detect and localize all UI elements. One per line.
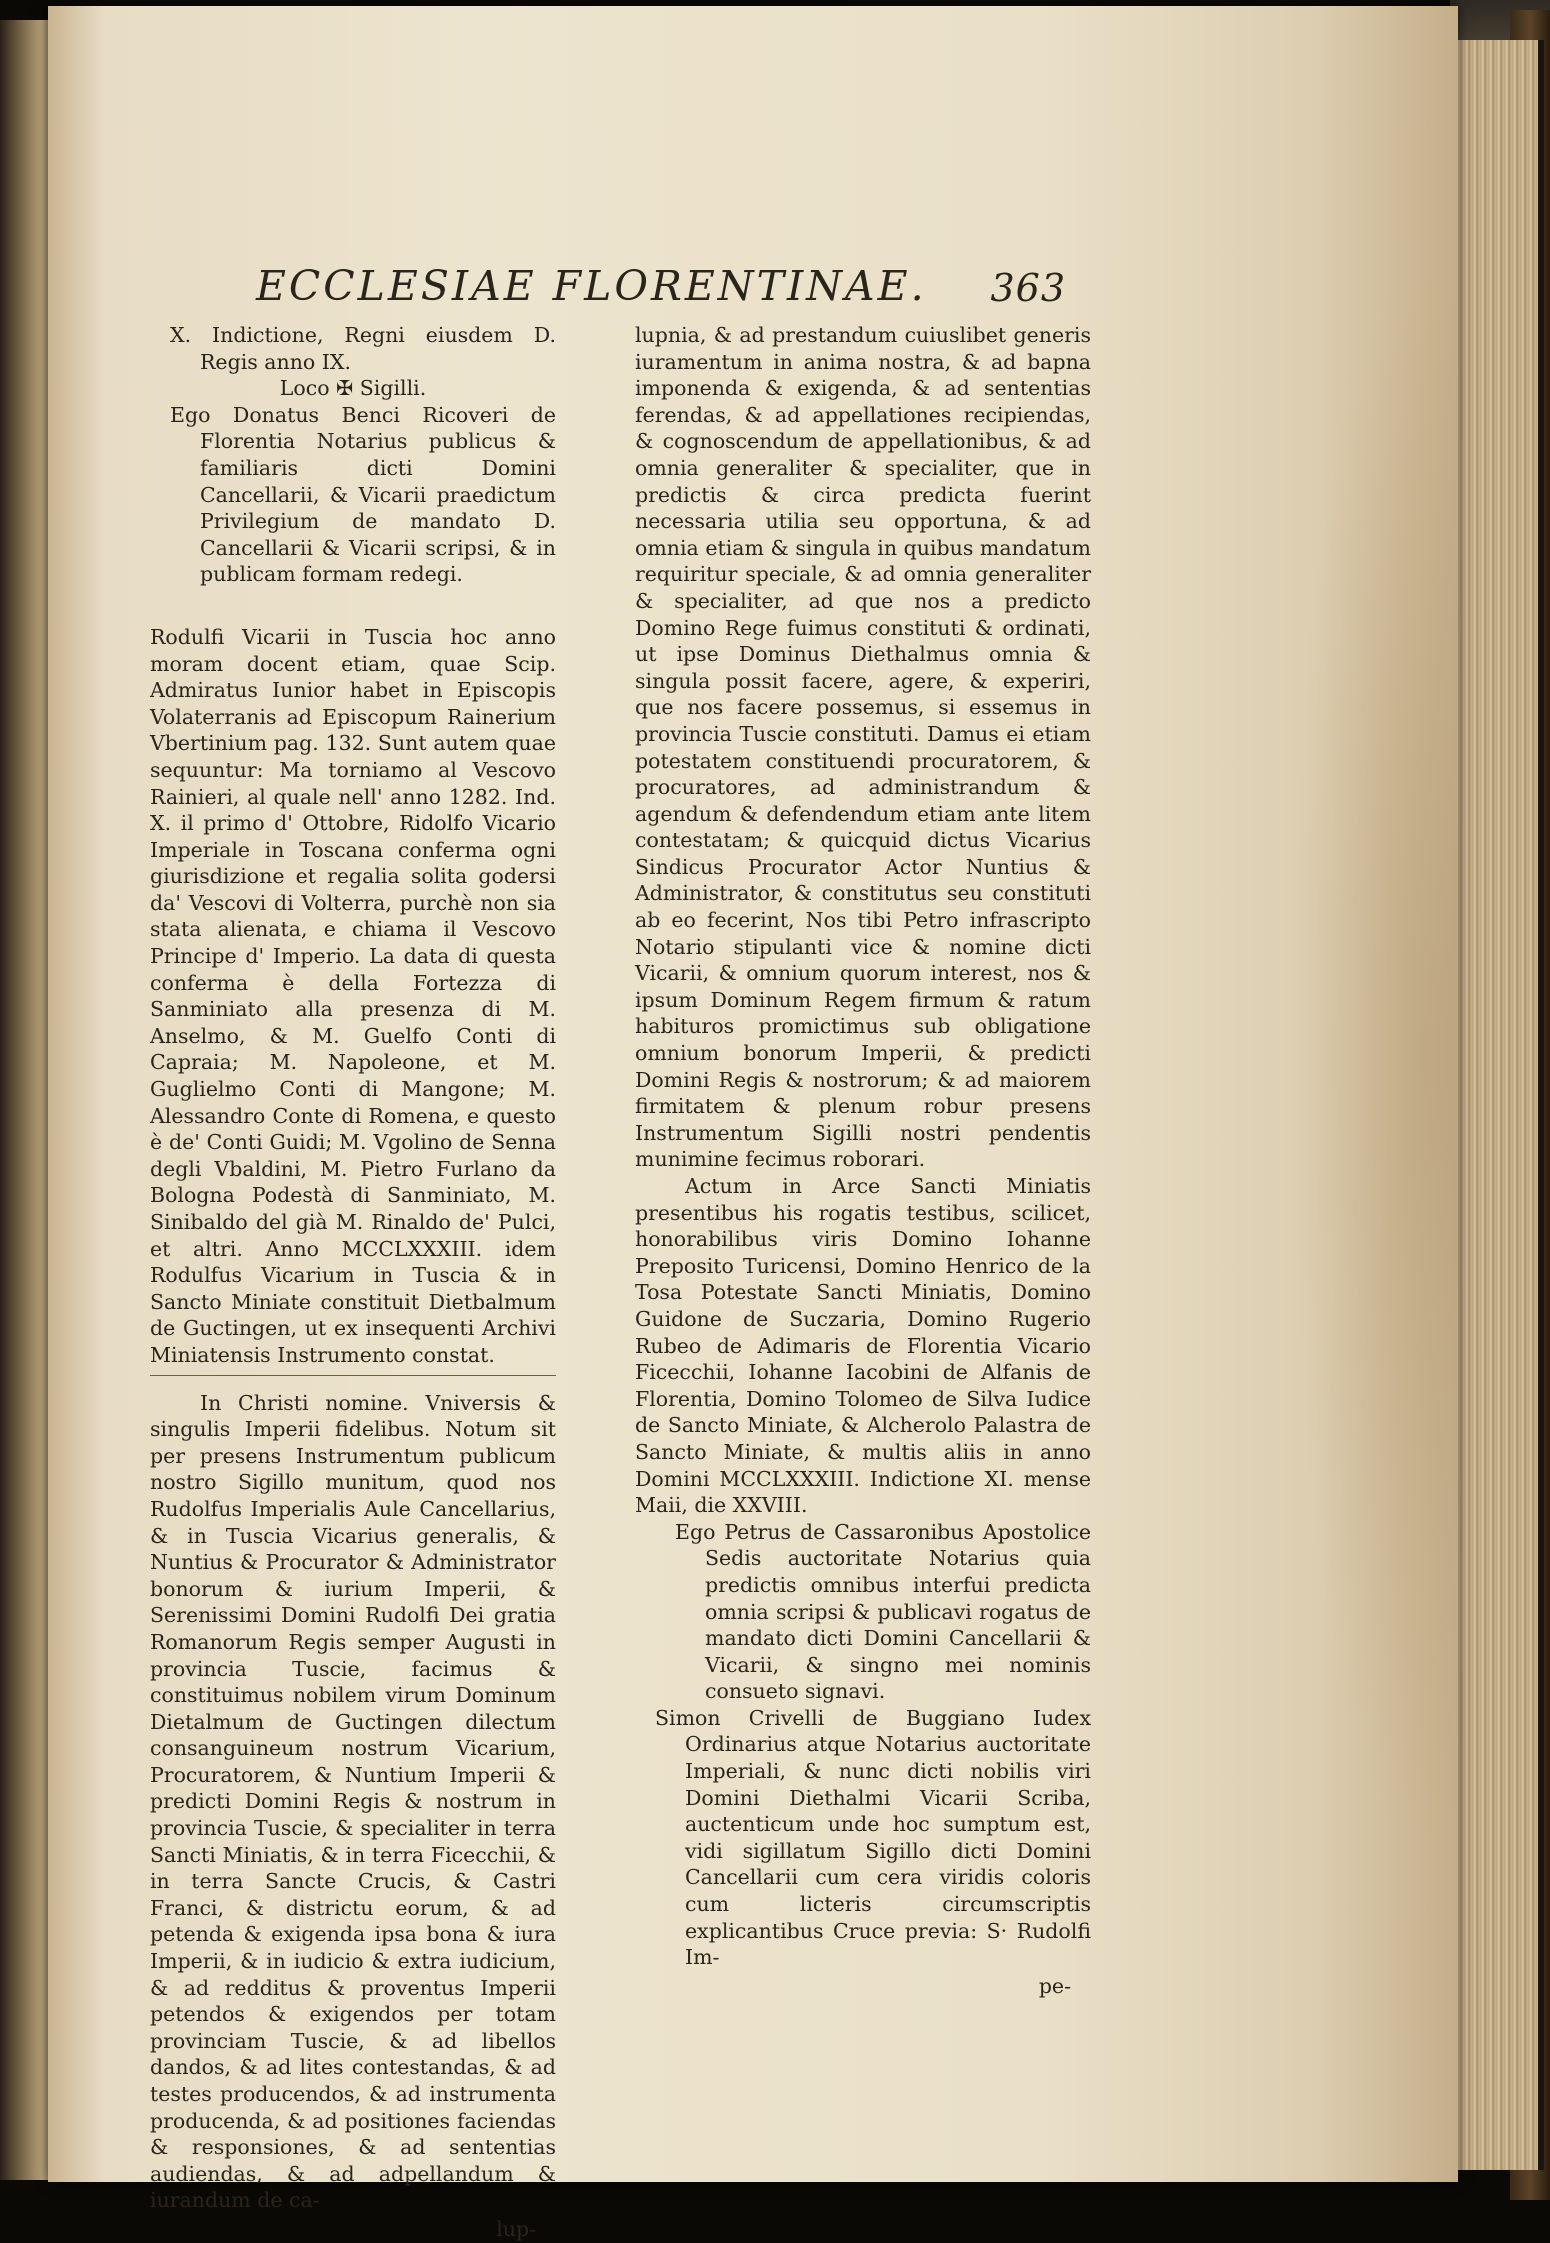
paragraph-spacer — [150, 588, 556, 624]
paper-stain — [1288, 256, 1458, 1856]
section-rule — [150, 1375, 556, 1376]
paragraph: X. Indictione, Regni eiusdem D. Regis anno IX. — [170, 323, 556, 374]
left-column — [150, 322, 556, 2243]
catchword: lup- — [496, 2216, 536, 2241]
right-column — [635, 322, 1091, 1999]
paragraph: Loco ✠ Sigilli. — [279, 376, 427, 401]
page-header — [256, 262, 1066, 310]
paragraph: Rodulfi Vicarii in Tuscia hoc anno moram docent etiam, quae Scip. Admiratus Iunior habet in Episcopis Volaterranis ad Episcopum Rainerium Vbertinium pag. 132. Sunt autem quae sequuntur: Ma torniamo al Vescovo Rainieri, al quale nell' anno 1282. Ind. X. il primo d' Ottobre, Ridolfo Vicario Imperiale in Toscana conferma ogni giurisdizione et regalia solita godersi da' Vescovi di Volterra, purchè non sia stata alienata, e chiama il Vescovo Principe d' Imperio. La data di questa conferma è della Fortezza di Sanminiato alla presenza di M. Anselmo, & M. Guelfo Conti di Capraia; M. Napoleone, et M. Guglielmo Conti di Mangone; M. Alessandro Conte di Romena, e questo è de' Conti Guidi; M. Vgolino de Senna degli Vbaldini, M. Pietro Furlano da Bologna Podestà di Sanminiato, M. Sinibaldo del già M. Rinaldo de' Pulci, et altri. Anno MCCLXXXIII. idem Rodulfus Vicarium in Tuscia & in Sancto Miniate constituit Dietbalmum de Guctingen, ut ex insequenti Archivi Miniatensis Instrumento constat. — [150, 624, 556, 1367]
running-title: ECCLESIAE FLORENTINAE. — [256, 262, 927, 310]
page-number: 363 — [990, 266, 1066, 310]
paragraph: Ego Petrus de Cassaronibus Apostolice Sedis auctoritate Notarius quia predictis omnibus interfui predicta omnia scripsi & publicavi rogatus de mandato dicti Domini Cancellarii & Vicarii, & singno mei nominis consueto signavi. — [675, 1519, 1091, 1704]
paragraph: lupnia, & ad prestandum cuiuslibet generis iuramentum in anima nostra, & ad bapna imponenda & exigenda, & ad sententias ferendas, & ad appellationes recipiendas, & cognoscendum de appellationibus, & ad omnia generaliter & specialiter, que in predictis & circa predicta fuerint necessaria utilia seu opportuna, & ad omnia etiam & singula in quibus mandatum requiritur speciale, & ad omnia generaliter & specialiter, ad que nos a predicto Domino Rege fuimus constituti & ordinati, ut ipse Dominus Diethalmus omnia & singula possit facere, agere, & experiri, que nos facere possemus, si essemus in provincia Tuscie constituti. Damus ei etiam potestatem constituendi procuratorem, & procuratores, ad administrandum & agendum & defendendum etiam ante litem contestatam; & quicquid dictus Vicarius Sindicus Procurator Actor Nuntius & Administrator, & constitutus seu constituti ab eo fecerint, Nos tibi Petro infrascripto Notario stipulanti vice & nomine dicti Vicarii, & omnium quorum interest, nos & ipsum Dominum Regem firmum & ratum habituros promictimus sub obligatione omnium bonorum Imperii, & predicti Domini Regis & nostrorum; & ad maiorem firmitatem & plenum robur presens Instrumentum Sigilli nostri pendentis munimine fecimus roborari. — [635, 323, 1091, 1172]
paragraph: Simon Crivelli de Buggiano Iudex Ordinarius atque Notarius auctoritate Imperiali, & nunc dicti nobilis viri Domini Diethalmi Vicarii Scriba, auctenticum unde hoc sumptum est, vidi sigillatum Sigillo dicti Domini Cancellarii cum cera viridis coloris cum licteris circumscriptis explicantibus Cruce previa: S· Rudolfi Im- — [655, 1705, 1091, 1970]
catchword: pe- — [1038, 1973, 1071, 1998]
paragraph: Ego Donatus Benci Ricoveri de Florentia Notarius publicus & familiaris dicti Domini Cancellarii, & Vicarii praedictum Privilegium de mandato D. Cancellarii & Vicarii scripsi, & in publicam formam redegi. — [170, 402, 556, 587]
paragraph: Actum in Arce Sancti Miniatis presentibus his rogatis testibus, scilicet, honorabilibus viris Domino Iohanne Preposito Turicensi, Domino Henrico de la Tosa Potestate Sancti Miniatis, Domino Guidone de Suczaria, Domino Rugerio Rubeo de Adimaris de Florentia Vicario Ficecchii, Iohanne Iacobini de Alfanis de Florentia, Domino Tolomeo de Silva Iudice de Sancto Miniate, & Alcherolo Palastra de Sancto Miniate, & multis aliis in anno Domini MCCLXXXIII. Indictione XI. mense Maii, die XXVIII. — [635, 1174, 1091, 1518]
paragraph: In Christi nomine. Vniversis & singulis Imperii fidelibus. Notum sit per presens Instrumentum publicum nostro Sigillo munitum, quod nos Rudolfus Imperialis Aule Cancellarius, & in Tuscia Vicarius generalis, & Nuntius & Procurator & Administrator bonorum & iurium Imperii, & Serenissimi Domini Rudolfi Dei gratia Romanorum Regis semper Augusti in provincia Tuscie, facimus & constituimus nobilem virum Dominum Dietalmum de Guctingen dilectum consanguineum nostrum Vicarium, Procuratorem, & Nuntium Imperii & predicti Domini Regis & nostrum in provincia Tuscie, & specialiter in terra Sancti Miniatis, & in terra Ficecchii, & in terra Sancte Crucis, & Castri Franci, & districtu eorum, & ad petenda & exigenda ipsa bona & iura Imperii, & in iudicio & extra iudicium, & ad redditus & proventus Imperii petendos & exigendos per totam provinciam Tuscie, & ad libellos dandos, & ad lites contestandas, & ad testes producendos, & ad instrumenta producenda, & ad positiones faciendas & responsiones, & ad sententias audiendas, & ad adpellandum & iurandum de ca- — [150, 1390, 556, 2213]
